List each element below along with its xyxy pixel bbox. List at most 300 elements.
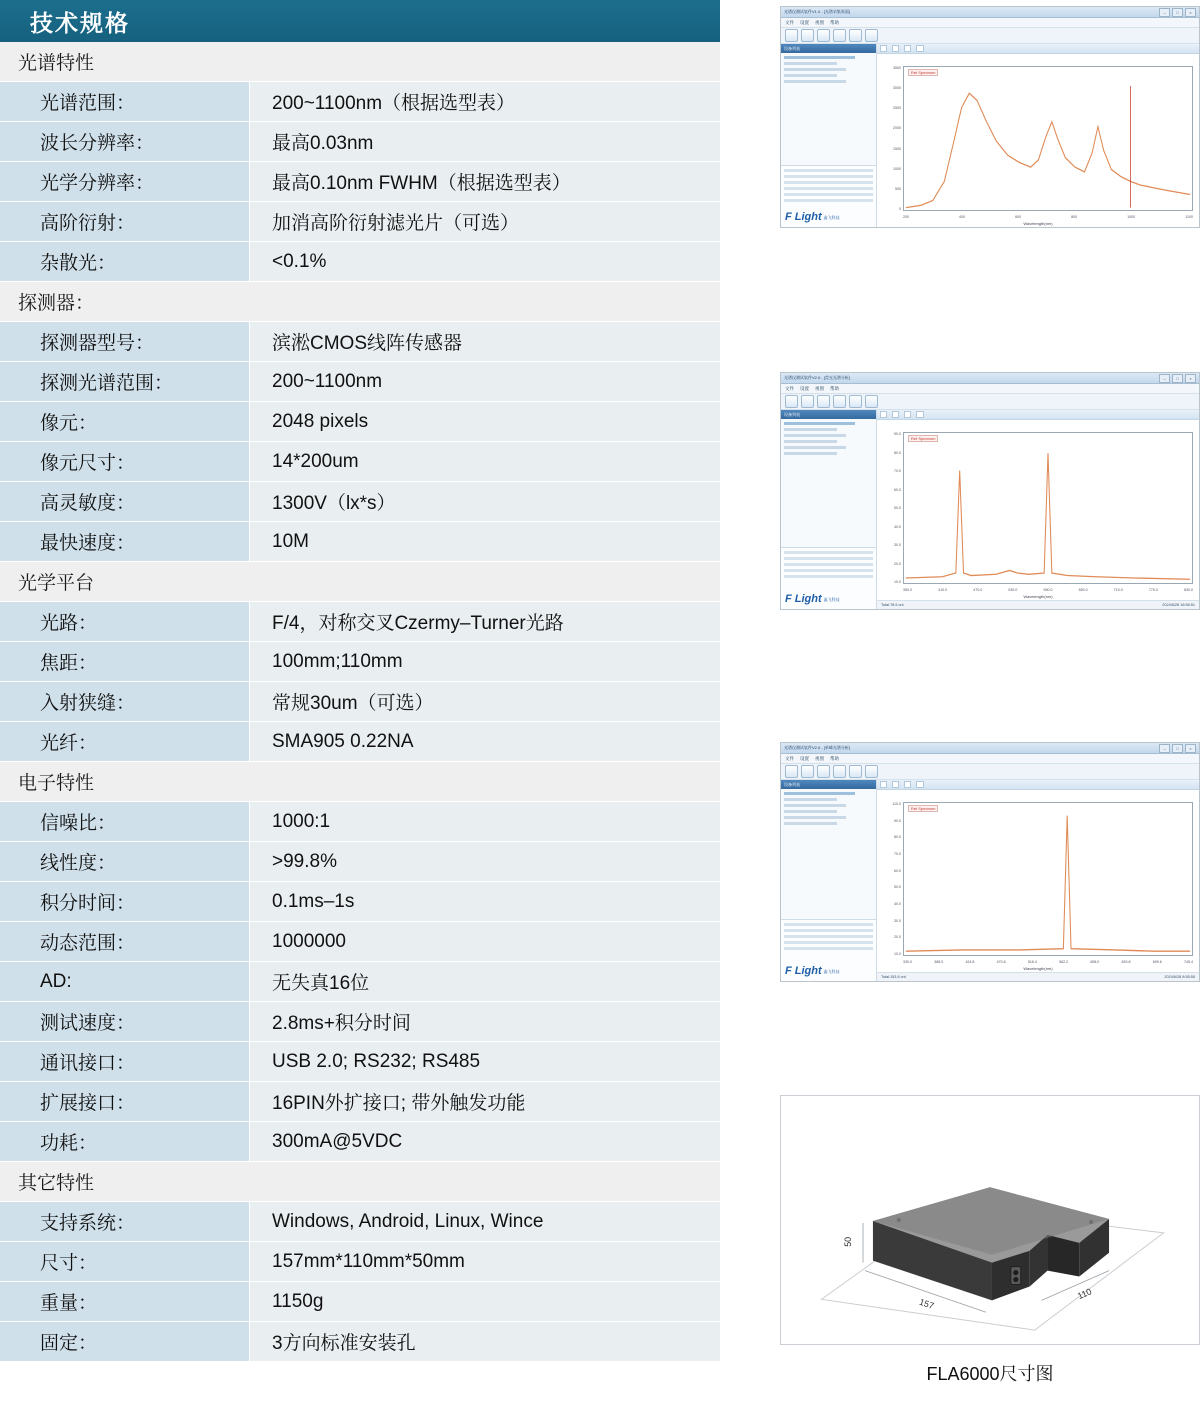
spec-row: [0, 1282, 720, 1322]
x-axis-ticks: [903, 588, 1193, 592]
device-panel-title: 设备列表: [781, 44, 876, 53]
menu-bar[interactable]: [781, 18, 1199, 28]
x-tick: 590.0: [1043, 588, 1053, 592]
menu-item-file[interactable]: 文件: [785, 755, 794, 761]
x-axis-label: Wavelength(nm): [1023, 221, 1053, 226]
device-panel-title: 设备列表: [781, 780, 876, 789]
y-axis-ticks: [879, 802, 901, 956]
plot-area: [903, 802, 1193, 956]
device-list[interactable]: [781, 53, 876, 89]
list-item[interactable]: [784, 822, 837, 825]
x-tick: 200: [903, 215, 909, 219]
log-line: [784, 193, 873, 196]
spec-row-value: SMA905 0.22NA: [250, 722, 720, 761]
spec-row-value: 1000000: [250, 922, 720, 961]
status-left: Total:78.6 cnt: [881, 603, 904, 607]
y-tick: 90.0: [894, 432, 901, 436]
x-tick: 330.0: [903, 960, 912, 964]
spec-row: [0, 202, 720, 242]
x-tick: 710.0: [1113, 588, 1123, 592]
y-tick: 60.0: [894, 487, 901, 492]
spec-row-label: 线性度：: [0, 842, 250, 881]
list-item[interactable]: [784, 434, 846, 437]
brand-logo-2: [785, 594, 840, 605]
menu-item-help[interactable]: 帮助: [830, 755, 839, 761]
spec-row-label: 探测光谱范围：: [0, 362, 250, 401]
list-item[interactable]: [784, 422, 855, 425]
spec-row-value: 14*200um: [250, 442, 720, 481]
spec-row-value: 2048 pixels: [250, 402, 720, 441]
close-icon[interactable]: ×: [1185, 744, 1196, 753]
y-tick: 50.0: [894, 506, 901, 510]
window-title: 光谱仪测试软件V1.0 - [光谱采集界面]: [784, 9, 851, 14]
spectrum-curve: [904, 67, 1192, 210]
spec-row-value: >99.8%: [250, 842, 720, 881]
spec-row: [0, 1082, 720, 1122]
y-axis-ticks: [879, 432, 901, 584]
spec-row: [0, 162, 720, 202]
spec-row-label: 杂散光：: [0, 242, 250, 281]
list-item[interactable]: [784, 792, 855, 795]
y-tick: 20.0: [894, 561, 901, 566]
log-line: [784, 551, 873, 554]
list-item[interactable]: [784, 62, 837, 65]
save-icon[interactable]: [801, 395, 814, 408]
log-line: [784, 563, 873, 566]
spec-row-value: 1000:1: [250, 802, 720, 841]
log-line: [784, 557, 873, 560]
status-right: 2024/6/28 16:56:51: [1162, 603, 1195, 607]
y-tick: 80.0: [894, 450, 901, 455]
open-icon[interactable]: [785, 29, 798, 42]
list-item[interactable]: [784, 452, 837, 455]
y-tick: 10.0: [894, 580, 901, 584]
spec-row-label: AD:: [0, 962, 250, 1001]
log-line: [784, 575, 873, 578]
window-title: 光谱仪测试软件V2.0 - [荧光光谱分析]: [784, 375, 851, 380]
plot-panel: [877, 44, 1199, 227]
y-tick: 10.0: [894, 951, 901, 956]
device-list[interactable]: [781, 789, 876, 831]
toolbar[interactable]: [781, 28, 1199, 44]
spectrometer-3d-view: [781, 1096, 1199, 1344]
spec-row: [0, 882, 720, 922]
brand-name: F Light: [785, 965, 822, 977]
spec-row-value: 1150g: [250, 1282, 720, 1321]
spec-row-label: 光学分辨率：: [0, 162, 250, 201]
spec-row-label: 通讯接口：: [0, 1042, 250, 1081]
y-tick: 2500: [893, 106, 901, 111]
ribbon-button[interactable]: [880, 411, 887, 418]
x-tick: 800: [1071, 215, 1078, 219]
product-dimension-drawing: [780, 1095, 1200, 1345]
x-tick: 470.0: [973, 588, 983, 592]
spec-row-label: 入射狭缝：: [0, 682, 250, 721]
status-right: 2024/6/28 8:55:55: [1164, 975, 1195, 979]
menu-item-view[interactable]: 视图: [815, 19, 824, 25]
y-tick: 70.0: [894, 851, 901, 856]
status-left: Total:153.6 cnt: [881, 975, 906, 979]
spec-row: [0, 602, 720, 642]
menu-item-view[interactable]: 视图: [815, 755, 824, 761]
spec-row-value: 300mA@5VDC: [250, 1122, 720, 1161]
spec-row-label: 高阶衍射：: [0, 202, 250, 241]
plot-area: [903, 432, 1193, 584]
spec-group-header: 电子特性: [0, 762, 720, 802]
log-line: [784, 187, 873, 190]
spectrum-curve: [904, 803, 1192, 955]
spec-row: [0, 802, 720, 842]
list-item[interactable]: [784, 74, 837, 77]
plot-badge: Ref Spectrum: [908, 435, 938, 442]
window-title-bar: [781, 373, 1199, 384]
spec-row: [0, 322, 720, 362]
list-item[interactable]: [784, 810, 837, 813]
spec-row-value: 0.1ms–1s: [250, 882, 720, 921]
ribbon-button[interactable]: [880, 45, 887, 52]
spec-row-value: 200~1100nm（根据选型表）: [250, 82, 720, 121]
device-panel: [781, 410, 877, 609]
ribbon-button[interactable]: [904, 781, 911, 788]
spec-row: [0, 402, 720, 442]
ribbon-button[interactable]: [916, 45, 923, 52]
x-tick: 530.0: [1008, 588, 1018, 592]
spec-row: [0, 1242, 720, 1282]
spec-table-body: [0, 42, 720, 1362]
log-line: [784, 199, 873, 202]
stop-icon[interactable]: [833, 29, 846, 42]
y-axis-ticks: [879, 66, 901, 211]
y-tick: 50.0: [894, 885, 901, 890]
log-line: [784, 181, 873, 184]
spectrum-plot-2: [877, 420, 1199, 600]
close-icon[interactable]: ×: [1185, 8, 1196, 17]
x-tick: 1000: [1127, 215, 1136, 219]
menu-item-settings[interactable]: 设置: [800, 385, 809, 391]
spec-row: [0, 442, 720, 482]
menu-item-file[interactable]: 文件: [785, 19, 794, 25]
start-icon[interactable]: [817, 29, 830, 42]
software-screenshot-2: [780, 372, 1200, 610]
ribbon-button[interactable]: [892, 45, 899, 52]
x-tick: 770.0: [1148, 588, 1158, 592]
x-tick: 424.8: [965, 960, 975, 964]
spectrum-plot-3: [877, 790, 1199, 972]
list-item[interactable]: [784, 816, 846, 819]
window-controls[interactable]: [1159, 374, 1196, 383]
spec-row: [0, 122, 720, 162]
y-tick: 40.0: [894, 524, 901, 529]
spectrum-curve: [904, 433, 1192, 583]
ribbon-button[interactable]: [916, 781, 923, 788]
spec-row-value: USB 2.0; RS232; RS485: [250, 1042, 720, 1081]
plot-panel: [877, 410, 1199, 609]
maximize-icon[interactable]: □: [1172, 744, 1183, 753]
software-screenshot-1: [780, 6, 1200, 228]
dimension-depth: 110: [1076, 1286, 1094, 1302]
y-tick: 3000: [893, 86, 901, 91]
list-item[interactable]: [784, 428, 837, 431]
spec-row-value: 200~1100nm: [250, 362, 720, 401]
minimize-icon[interactable]: –: [1159, 374, 1170, 383]
spec-row-label: 积分时间：: [0, 882, 250, 921]
y-tick: 30.0: [894, 543, 901, 547]
maximize-icon[interactable]: □: [1172, 374, 1183, 383]
ribbon-button[interactable]: [916, 411, 923, 418]
spec-row-label: 像元：: [0, 402, 250, 441]
zoom-icon[interactable]: [849, 395, 862, 408]
list-item[interactable]: [784, 80, 846, 83]
list-item[interactable]: [784, 804, 846, 807]
menu-item-help[interactable]: 帮助: [830, 385, 839, 391]
x-tick: 400: [959, 215, 966, 219]
y-tick: 500: [895, 186, 901, 191]
start-icon[interactable]: [817, 395, 830, 408]
log-line: [784, 569, 873, 572]
plot-toolbar[interactable]: [877, 44, 1199, 54]
spec-row: [0, 642, 720, 682]
device-panel-title: 设备列表: [781, 410, 876, 419]
spec-row-label: 支持系统：: [0, 1202, 250, 1241]
y-tick: 1500: [893, 146, 901, 151]
x-axis-ticks: [903, 215, 1193, 219]
x-tick: 745.4: [1183, 960, 1193, 964]
menu-item-file[interactable]: 文件: [785, 385, 794, 391]
spec-row-label: 像元尺寸：: [0, 442, 250, 481]
window-title: 光谱仪测试软件V2.0 - [单峰光谱分析]: [784, 745, 851, 750]
y-tick: 40.0: [894, 901, 901, 906]
spec-row: [0, 242, 720, 282]
spec-row-label: 尺寸：: [0, 1242, 250, 1281]
brand-logo-1: [785, 212, 840, 223]
y-tick: 1000: [893, 166, 901, 171]
spec-row-value: 无失真16位: [250, 962, 720, 1001]
spec-row-label: 动态范围：: [0, 922, 250, 961]
spec-group-header: 探测器：: [0, 282, 720, 322]
y-tick: 80.0: [894, 835, 901, 840]
stop-icon[interactable]: [833, 395, 846, 408]
spec-row-value: 最高0.10nm FWHM（根据选型表）: [250, 162, 720, 201]
status-bar: [877, 600, 1199, 609]
spec-row-label: 扩展接口：: [0, 1082, 250, 1121]
x-axis-label: Wavelength(nm): [1023, 594, 1053, 599]
plot-badge: Ref Spectrum: [908, 69, 938, 76]
x-tick: 1100: [1185, 215, 1193, 219]
log-line: [784, 929, 873, 932]
list-item[interactable]: [784, 446, 846, 449]
x-tick: 350.0: [903, 588, 912, 592]
export-icon[interactable]: [865, 765, 878, 778]
spec-row-value: 10M: [250, 522, 720, 561]
y-tick: 110.0: [892, 802, 901, 806]
log-line: [784, 923, 873, 926]
save-icon[interactable]: [801, 765, 814, 778]
export-icon[interactable]: [865, 395, 878, 408]
spec-row-value: 1300V（lx*s）: [250, 482, 720, 521]
spec-row-label: 光谱范围：: [0, 82, 250, 121]
menu-item-settings[interactable]: 设置: [800, 755, 809, 761]
plot-badge: Ref Spectrum: [908, 805, 938, 812]
x-tick: 410.0: [938, 588, 948, 592]
x-tick: 650.0: [1078, 588, 1088, 592]
spec-row-value: 滨淞CMOS线阵传感器: [250, 322, 720, 361]
screenshot-column: [780, 0, 1200, 1415]
window-title-bar: [781, 743, 1199, 754]
spec-row-value: F/4，对称交叉Czermy–Turner光路: [250, 602, 720, 641]
spec-row: [0, 82, 720, 122]
minimize-icon[interactable]: –: [1159, 744, 1170, 753]
menu-item-view[interactable]: 视图: [815, 385, 824, 391]
device-list[interactable]: [781, 419, 876, 461]
open-icon[interactable]: [785, 765, 798, 778]
open-icon[interactable]: [785, 395, 798, 408]
plot-panel: [877, 780, 1199, 981]
y-tick: 3500: [893, 66, 901, 70]
spec-row: [0, 842, 720, 882]
spec-row-label: 信噪比：: [0, 802, 250, 841]
export-icon[interactable]: [865, 29, 878, 42]
spec-row-label: 重量：: [0, 1282, 250, 1321]
plot-toolbar[interactable]: [877, 780, 1199, 790]
spec-row-label: 波长分辨率：: [0, 122, 250, 161]
spec-row-label: 焦距：: [0, 642, 250, 681]
spec-row-value: 100mm;110mm: [250, 642, 720, 681]
x-tick: 608.0: [1090, 960, 1100, 964]
ribbon-button[interactable]: [892, 781, 899, 788]
zoom-icon[interactable]: [849, 29, 862, 42]
window-controls[interactable]: [1159, 744, 1196, 753]
spec-row: [0, 362, 720, 402]
spec-row-label: 高灵敏度：: [0, 482, 250, 521]
spec-row-label: 探测器型号：: [0, 322, 250, 361]
device-panel: [781, 780, 877, 981]
save-icon[interactable]: [801, 29, 814, 42]
spec-row-label: 光路：: [0, 602, 250, 641]
x-tick: 516.4: [1027, 960, 1037, 964]
spec-row-label: 测试速度：: [0, 1002, 250, 1041]
y-tick: 2000: [893, 126, 901, 131]
x-axis-ticks: [903, 960, 1193, 964]
spec-row-value: 常规30um（可选）: [250, 682, 720, 721]
spec-row: [0, 682, 720, 722]
log-line: [784, 947, 873, 950]
x-tick: 470.6: [996, 960, 1006, 964]
x-tick: 699.6: [1152, 960, 1162, 964]
stop-icon[interactable]: [833, 765, 846, 778]
plot-area: [903, 66, 1193, 211]
zoom-icon[interactable]: [849, 765, 862, 778]
start-icon[interactable]: [817, 765, 830, 778]
spec-row: [0, 722, 720, 762]
window-title-bar: [781, 7, 1199, 18]
menu-item-settings[interactable]: 设置: [800, 19, 809, 25]
spec-row-label: 最快速度：: [0, 522, 250, 561]
device-panel: [781, 44, 877, 227]
spec-group-header: 其它特性: [0, 1162, 720, 1202]
drawing-caption: FLA6000尺寸图: [926, 1364, 1054, 1384]
window-controls[interactable]: [1159, 8, 1196, 17]
brand-name-cn: 鑫飞科技: [823, 214, 840, 220]
y-tick: 60.0: [894, 868, 901, 873]
spec-row-label: 功耗：: [0, 1122, 250, 1161]
brand-name: F Light: [785, 211, 822, 223]
ribbon-button[interactable]: [904, 411, 911, 418]
list-item[interactable]: [784, 56, 855, 59]
y-tick: 90.0: [894, 818, 901, 823]
spec-row: [0, 922, 720, 962]
list-item[interactable]: [784, 440, 837, 443]
ribbon-button[interactable]: [904, 45, 911, 52]
ribbon-button[interactable]: [880, 781, 887, 788]
x-axis-label: Wavelength(nm): [1023, 966, 1053, 971]
y-tick: 20.0: [894, 935, 901, 940]
minimize-icon[interactable]: –: [1159, 8, 1170, 17]
spec-row-label: 光纤：: [0, 722, 250, 761]
toolbar[interactable]: [781, 394, 1199, 410]
spec-row: [0, 482, 720, 522]
brand-name-cn: 鑫飞科技: [823, 968, 840, 974]
menu-bar[interactable]: [781, 754, 1199, 764]
spec-row: [0, 962, 720, 1002]
spec-row-value: 3方向标准安装孔: [250, 1322, 720, 1361]
spec-group-header: 光学平台: [0, 562, 720, 602]
list-item[interactable]: [784, 68, 846, 71]
maximize-icon[interactable]: □: [1172, 8, 1183, 17]
spec-row: [0, 522, 720, 562]
log-line: [784, 175, 873, 178]
brand-name-cn: 鑫飞科技: [823, 596, 840, 602]
spec-row-value: 最高0.03nm: [250, 122, 720, 161]
spectrum-plot-1: [877, 54, 1199, 227]
spec-row-value: 加消高阶衍射滤光片（可选）: [250, 202, 720, 241]
spec-row-value: 16PIN外扩接口; 带外触发功能: [250, 1082, 720, 1121]
spec-row-value: 2.8ms+积分时间: [250, 1002, 720, 1041]
menu-item-help[interactable]: 帮助: [830, 19, 839, 25]
dimension-width: 157: [917, 1296, 936, 1312]
y-tick: 70.0: [894, 469, 901, 473]
spec-row: [0, 1042, 720, 1082]
plot-toolbar[interactable]: [877, 410, 1199, 420]
spec-row-label: 固定：: [0, 1322, 250, 1361]
x-tick: 562.2: [1059, 960, 1069, 964]
dimension-height: 50: [843, 1236, 854, 1247]
log-line: [784, 941, 873, 944]
x-tick: 388.0: [934, 960, 944, 964]
spec-title: 技术规格: [0, 0, 720, 42]
log-line: [784, 935, 873, 938]
software-screenshot-3: [780, 742, 1200, 982]
spec-row: [0, 1122, 720, 1162]
spec-row-value: 157mm*110mm*50mm: [250, 1242, 720, 1281]
spec-row: [0, 1002, 720, 1042]
log-line: [784, 169, 873, 172]
list-item[interactable]: [784, 798, 837, 801]
spec-row-value: Windows, Android, Linux, Wince: [250, 1202, 720, 1241]
ribbon-button[interactable]: [892, 411, 899, 418]
menu-bar[interactable]: [781, 384, 1199, 394]
spec-row-value: <0.1%: [250, 242, 720, 281]
x-tick: 653.8: [1121, 960, 1131, 964]
x-tick: 600: [1015, 215, 1022, 219]
y-tick: 30.0: [894, 918, 901, 923]
spec-row: [0, 1202, 720, 1242]
close-icon[interactable]: ×: [1185, 374, 1196, 383]
status-bar: [877, 972, 1199, 981]
spec-group-header: 光谱特性: [0, 42, 720, 82]
spec-row: [0, 1322, 720, 1362]
y-tick: 0: [899, 206, 901, 211]
toolbar[interactable]: [781, 764, 1199, 780]
